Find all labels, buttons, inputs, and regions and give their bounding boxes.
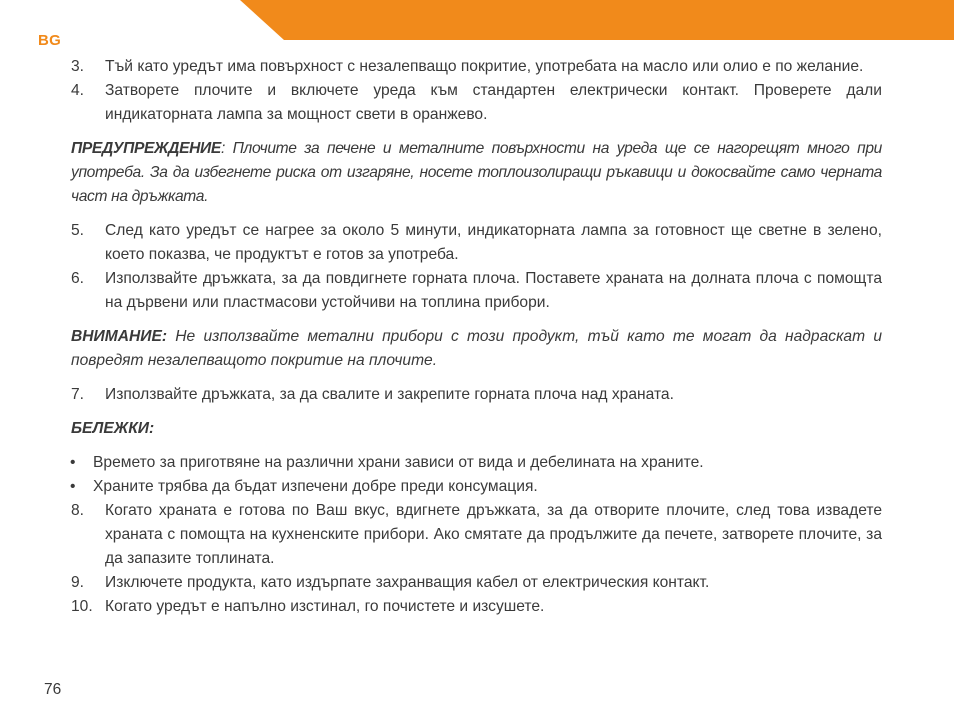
item-text: Когато храната е готова по Ваш вкус, вдигнете дръжката, за да отворите плочите, след това извадете храната с помощта на кухненските прибори. Ако смятате да продължите да печете, затворете плочите, за да запазите топлината. <box>105 502 882 567</box>
notes-heading <box>71 417 882 441</box>
page-number: 76 <box>44 681 62 698</box>
bullet-item <box>71 475 882 499</box>
item-number: 10. <box>71 598 93 615</box>
list-item-10 <box>71 595 882 619</box>
warning-text: : Плочите за печене и металните повърхности на уреда ще се нагорещят много при употреба. За да избегнете риска от изгаряне, носете топлоизолиращи ръкавици и докосвайте само черната част на дръжката. <box>71 140 882 205</box>
bullet-text: Времето за приготвяне на различни храни зависи от вида и дебелината на храните. <box>93 454 704 471</box>
item-text: Когато уредът е напълно изстинал, го почистете и изсушете. <box>105 598 545 615</box>
item-text: След като уредът се нагрее за около 5 минути, индикаторната лампа за готовност ще светне в зелено, което показва, че продуктът е готов за употреба. <box>105 222 882 263</box>
caution-label: ВНИМАНИЕ: <box>71 328 168 345</box>
list-item-7 <box>71 383 882 407</box>
header-banner <box>240 0 954 40</box>
warning-note <box>71 137 882 209</box>
list-item-4 <box>71 79 882 127</box>
bullet-text: Храните трябва да бъдат изпечени добре преди консумация. <box>93 478 538 495</box>
item-text: Използвайте дръжката, за да свалите и закрепите горната плоча над храната. <box>105 386 674 403</box>
item-text: Използвайте дръжката, за да повдигнете горната плоча. Поставете храната на долната плоча с помощта на дървени или пластмасови устойчиви на топлина прибори. <box>105 270 882 311</box>
instructions-content <box>71 55 882 619</box>
item-number: 5. <box>71 222 85 239</box>
item-number: 9. <box>71 574 85 591</box>
bullet-mark: • <box>70 478 76 495</box>
list-item-8 <box>71 499 882 571</box>
item-text: Изключете продукта, като издърпате захранващия кабел от електрическия контакт. <box>105 574 710 591</box>
bullet-mark: • <box>70 454 76 471</box>
list-item-6 <box>71 267 882 315</box>
item-number: 8. <box>71 502 85 519</box>
bullet-item <box>71 451 882 475</box>
item-text: Тъй като уредът има повърхност с незалепващо покритие, употребата на масло или олио е по желание. <box>105 58 864 75</box>
language-code: BG <box>38 32 62 49</box>
list-item-3 <box>71 55 882 79</box>
caution-note <box>71 325 882 373</box>
warning-label: ПРЕДУПРЕЖДЕНИЕ <box>71 140 221 157</box>
notes-label: БЕЛЕЖКИ: <box>71 420 155 437</box>
item-number: 7. <box>71 386 85 403</box>
item-text: Затворете плочите и включете уреда към стандартен електрически контакт. Проверете дали индикаторната лампа за мощност свети в оранжево. <box>105 82 882 123</box>
item-number: 3. <box>71 58 85 75</box>
item-number: 6. <box>71 270 85 287</box>
list-item-9 <box>71 571 882 595</box>
list-item-5 <box>71 219 882 267</box>
item-number: 4. <box>71 82 85 99</box>
caution-text: Не използвайте метални прибори с този продукт, тъй като те могат да надраскат и повредят незалепващото покритие на плочите. <box>71 328 882 369</box>
